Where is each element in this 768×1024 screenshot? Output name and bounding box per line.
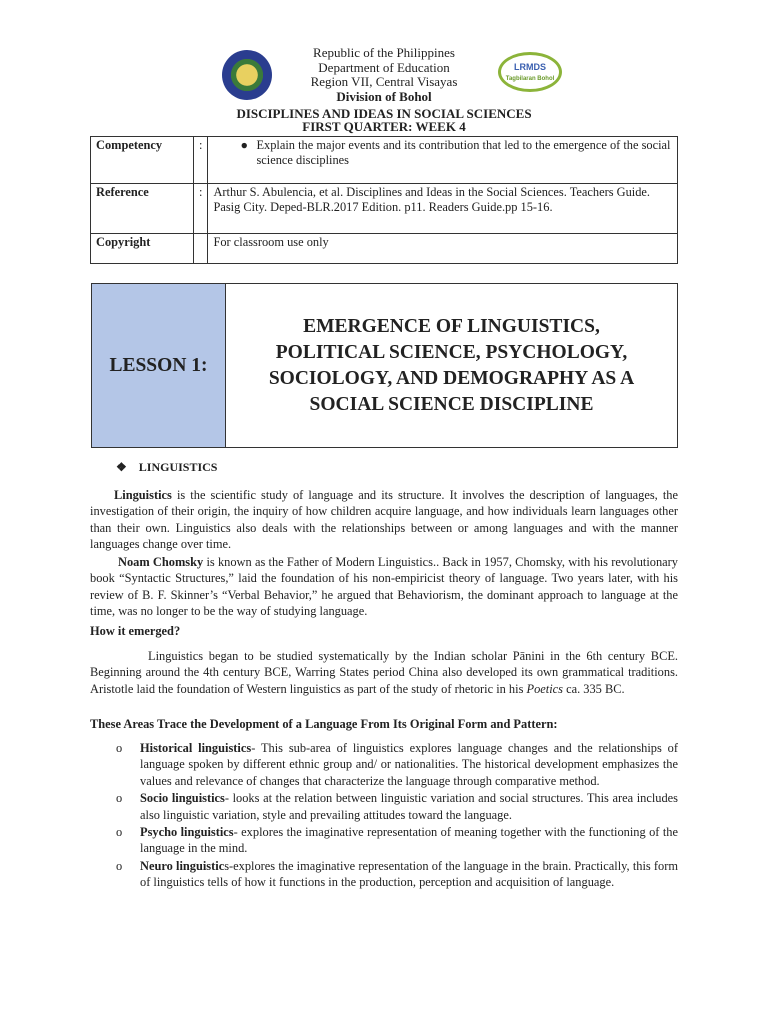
paragraph-emerged <box>90 648 678 697</box>
quarter-title: FIRST QUARTER: WEEK 4 <box>302 119 466 134</box>
term: Noam Chomsky <box>118 555 204 569</box>
circle-bullet-icon: o <box>116 825 123 840</box>
diamond-bullet-icon: ❖ <box>116 460 127 474</box>
list-item <box>116 858 678 891</box>
header-line: Department of Education <box>318 59 450 75</box>
list-item <box>116 740 678 789</box>
term: Historical linguistics <box>140 741 252 755</box>
info-label: Copyright <box>91 234 194 264</box>
lesson-label: LESSON 1: <box>92 284 226 447</box>
section-title: LINGUISTICS <box>138 460 218 474</box>
header-line: Region VII, Central Visayas <box>310 74 458 89</box>
paragraph-text: ca. 335 BC. <box>562 681 625 696</box>
header-division: Division of Bohol <box>336 88 432 104</box>
info-row-reference <box>91 184 678 234</box>
info-label: Reference <box>91 184 194 234</box>
paragraph-text: Linguistics began to be studied systematically by the Indian scholar Pānini in the 6th century BCE. Beginning around the 4th century BCE, Warring States period China also developed its own grammatical traditions. Aristotle laid the foundation of Western linguistics as part of the study of rhetoric in his <box>90 649 678 696</box>
info-sep: : <box>194 137 208 184</box>
lrmds-logo-text: LRMDS <box>514 62 546 72</box>
italic-title: Poetics <box>526 681 563 696</box>
item-text: - explores the imaginative representation of meaning together with the functioning of the language in the mind. <box>140 825 678 856</box>
subheading-areas: These Areas Trace the Development of a Language From Its Original Form and Pattern: <box>90 717 558 731</box>
section-heading <box>116 460 217 475</box>
info-row-competency <box>91 137 678 184</box>
lesson-title-line: SOCIOLOGY, AND DEMOGRAPHY AS A <box>268 367 635 389</box>
list-item <box>116 824 678 857</box>
term: Linguistics <box>114 488 172 502</box>
paragraph-chomsky <box>90 554 678 620</box>
lesson-title-line: SOCIAL SCIENCE DISCIPLINE <box>309 393 594 415</box>
info-sep: : <box>194 184 208 234</box>
info-value: For classroom use only <box>208 234 678 264</box>
term: Socio linguistics <box>140 791 225 806</box>
subheading-emerged: How it emerged? <box>90 624 181 638</box>
circle-bullet-icon: o <box>116 858 123 873</box>
competency-text: Explain the major events and its contribution that led to the emergence of the social science disciplines <box>256 138 671 167</box>
info-row-copyright <box>91 234 678 264</box>
lesson-box <box>91 283 678 448</box>
item-text: - This sub-area of linguistics explores language changes and the relationships of language spoken by different ethnic group and/ or nationalities. The historical development emphasizes the values and relevance of changes that characterize the language through comparative method. <box>140 741 679 788</box>
info-value: Arthur S. Abulencia, et al. Disciplines and Ideas in the Social Sciences. Teachers Guide. Pasig City. Deped-BLR.2017 Edition. p11. Readers Guide.pp 15-16. <box>208 184 678 234</box>
term: Neuro linguistic <box>140 858 225 873</box>
lesson-title-line: POLITICAL SCIENCE, PSYCHOLOGY, <box>275 341 628 363</box>
item-text: s-explores the imaginative representation of the language in the brain. Practically, this form of linguistics tells of how it functions in the production, perception and acquisition of language. <box>140 858 678 890</box>
circle-bullet-icon: o <box>116 741 123 755</box>
lrmds-logo-subtext: Tagbilaran Bohol <box>505 76 555 82</box>
paragraph-linguistics <box>90 487 678 553</box>
lesson-title <box>226 284 677 447</box>
item-text: - looks at the relation between linguistic variation and social structures. This area includes also linguistic variation, style and prevailing attitudes toward the language. <box>140 791 678 822</box>
info-value: ● Explain the major events and its contribution that led to the emergence of the social science disciplines <box>208 137 678 184</box>
header <box>0 46 768 133</box>
term: Psycho linguistics <box>140 825 234 840</box>
areas-list <box>116 740 678 892</box>
lesson-title-line: EMERGENCE OF LINGUISTICS, <box>303 315 600 337</box>
circle-bullet-icon: o <box>116 791 123 806</box>
info-label: Competency <box>91 137 194 184</box>
paragraph-text: is the scientific study of language and its structure. It involves the description of languages, the investigation of their origin, the inquiry of how children acquire language, and how individuals learn languages other than their own. Linguistics also deals with the relationships between or among languages and with the manner languages change over time. <box>90 488 678 552</box>
header-line: Republic of the Philippines <box>313 45 455 60</box>
info-sep <box>194 234 208 264</box>
list-item <box>116 790 678 823</box>
info-table <box>90 136 678 264</box>
subject-title: DISCIPLINES AND IDEAS IN SOCIAL SCIENCES <box>236 106 532 121</box>
paragraph-text: is known as the Father of Modern Linguistics.. Back in 1957, Chomsky, with his revolutionary book “Syntactic Structures,” laid the foundation of his non-empiricist theory of language. Two years later, with his review of B. F. Skinner’s “Verbal Behavior,” he argued that Behaviorism, the dominant approach to language at the time, was no longer to be the way of studying language. <box>90 555 678 619</box>
